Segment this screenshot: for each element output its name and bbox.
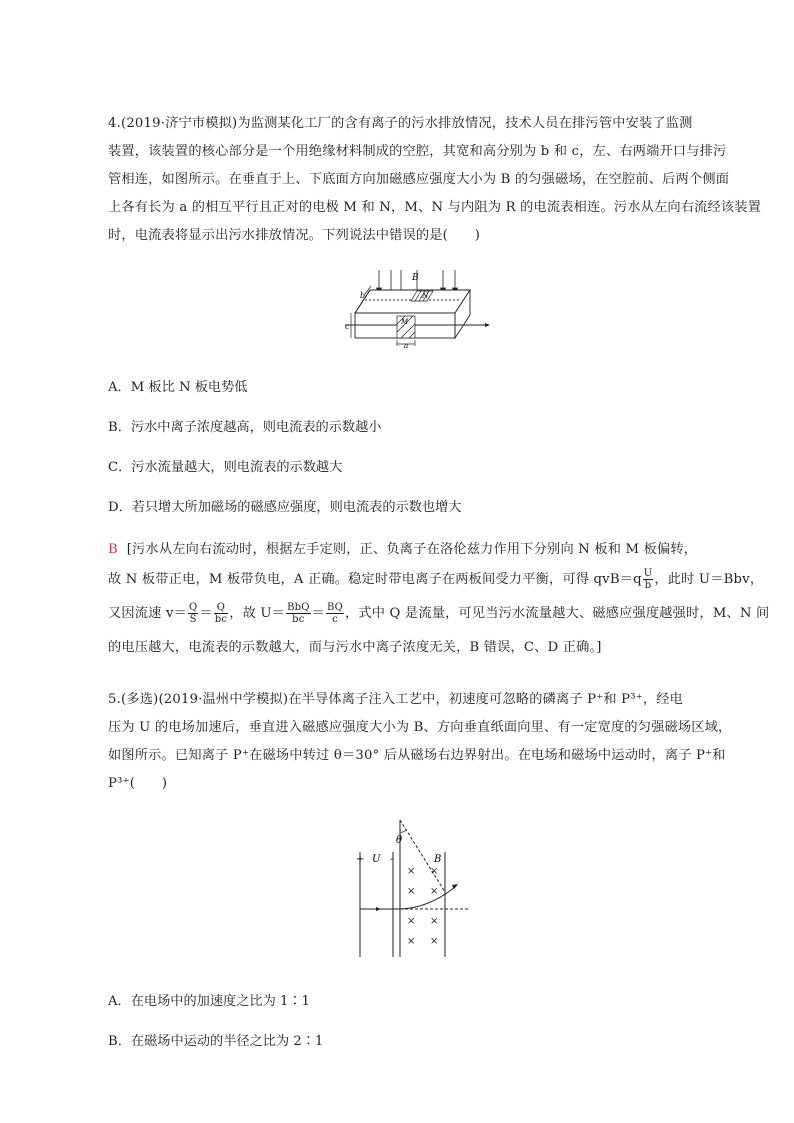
fraction-bbq-over-bc: $\frac{\text{BbQ}}{bc}$ [287,602,310,625]
q5-option-a: A．在电场中的加速度之比为 1∶1 [108,994,310,1009]
explanation-text: 故 N 板带正电，M 板带负电，A 正确。稳定时带电离子在两板间受力平衡，可得 qvB＝q [108,572,642,587]
label-b: b [360,291,366,300]
explanation-line: 的电压越大，电流表的示数越大，而与污水中离子浓度无关，B 错误，C、D 正确。] [108,640,602,655]
option-a: A．M 板比 N 板电势低 [108,380,248,395]
svg-text:×: × [407,866,416,877]
question-4-stem [108,110,762,250]
explanation-text: ，式中 Q 是流量，可见当污水流量越大、磁感应强度越强时，M、N 间 [344,606,770,621]
fraction-u-over-b: $\frac{U}{b}$ [643,568,653,591]
explanation-text: 又因流速 v＝ [108,606,187,621]
fraction-q-over-bc: $\frac{Q}{bc}$ [214,602,228,625]
q5-line: P³⁺( ) [108,776,168,791]
label-U: U [372,854,381,865]
q4-line: 4.(2019·济宁市模拟)为监测某化工厂的含有离子的污水排放情况，技术人员在排污管中安装了监测 [108,116,693,131]
label-c: c [345,322,350,331]
q4-line: 上各有长为 a 的相互平行且正对的电极 M 和 N，M、N 与内阻为 R 的电流表相连。污水从左向右流经该装置 [108,200,762,215]
q5-line: 如图所示。已知离子 P⁺在磁场中转过 θ＝30° 后从磁场右边界射出。在电场和磁场中运动时，离子 P⁺和 [108,748,726,763]
svg-text:×: × [407,936,416,947]
svg-text:×: × [430,886,439,897]
flowmeter-figure [345,268,495,348]
label-plus: + [356,854,365,865]
q5-option-b: B．在磁场中运动的半径之比为 2∶1 [108,1034,324,1049]
option-c: C．污水流量越大，则电流表的示数越大 [108,460,343,475]
q4-line: 装置，该装置的核心部分是一个用绝缘材料制成的空腔，其宽和高分别为 b 和 c，左、右两端开口与排污 [108,144,727,159]
explanation-line: [污水从左向右流动时，根据左手定则，正、负离子在洛伦兹力作用下分别向 N 板和 M 板偏转， [126,542,698,557]
option-d: D．若只增大所加磁场的磁感应强度，则电流表的示数也增大 [108,500,462,515]
label-M: M [401,318,409,326]
question-5-stem [108,686,732,798]
answer-letter: B [108,542,118,557]
svg-text:×: × [430,936,439,947]
label-B: B [412,273,419,283]
label-a: a [404,342,409,348]
svg-text:×: × [430,916,439,927]
q4-line: 时，电流表将显示出污水排放情况。下列说法中错误的是( ) [108,228,481,243]
explanation-text: ，故 U＝ [229,606,286,621]
label-theta: θ [396,835,403,846]
answer-4: B [污水从左向右流动时，根据左手定则，正、负离子在洛伦兹力作用下分别向 N 板和 M 板偏转， 故 N 板带正电，M 板带负电，A 正确。稳定时带电离子在两板间受力平衡，可得 qvB＝q $\frac{U}{b}$ ，此时 U＝Bbv， 又因流速 v＝ $\frac{Q}{S}$ ＝ $\frac{Q}{bc}$ ，故 U＝ $\frac{\text{BbQ}}{bc}$ ＝ $\frac{BQ}{c}$ ，式中 Q 是流量，可见当污水流量越大、磁感应强度越强时，M、N 间 的电压越大，电流表的示数越大，而与污水中离子浓度无关，B 错误，C、D 正确。] [108,535,714,663]
fraction-bq-over-c: $\frac{BQ}{c}$ [327,602,343,625]
field-crosses [407,866,438,947]
label-minus: - [390,854,394,865]
label-N: N [422,292,429,300]
explanation-text: ，此时 U＝Bbv， [654,572,764,587]
svg-text:×: × [407,886,416,897]
svg-text:×: × [430,866,439,877]
ion-injection-figure [350,812,480,962]
q5-line: 5.(多选)(2019·温州中学模拟)在半导体离子注入工艺中，初速度可忽略的磷离子 P⁺和 P³⁺，经电 [108,692,684,707]
q4-line: 管相连，如图所示。在垂直于上、下底面方向加磁感应强度大小为 B 的匀强磁场，在空腔前、后两个侧面 [108,172,730,187]
svg-text:×: × [407,916,416,927]
option-b: B．污水中离子浓度越高，则电流表的示数越小 [108,420,382,435]
fraction-q-over-s: $\frac{Q}{S}$ [188,602,198,625]
label-B: B [434,854,442,865]
q5-line: 压为 U 的电场加速后，垂直进入磁感应强度大小为 B、方向垂直纸面向里、有一定宽度的匀强磁场区域， [108,720,732,735]
